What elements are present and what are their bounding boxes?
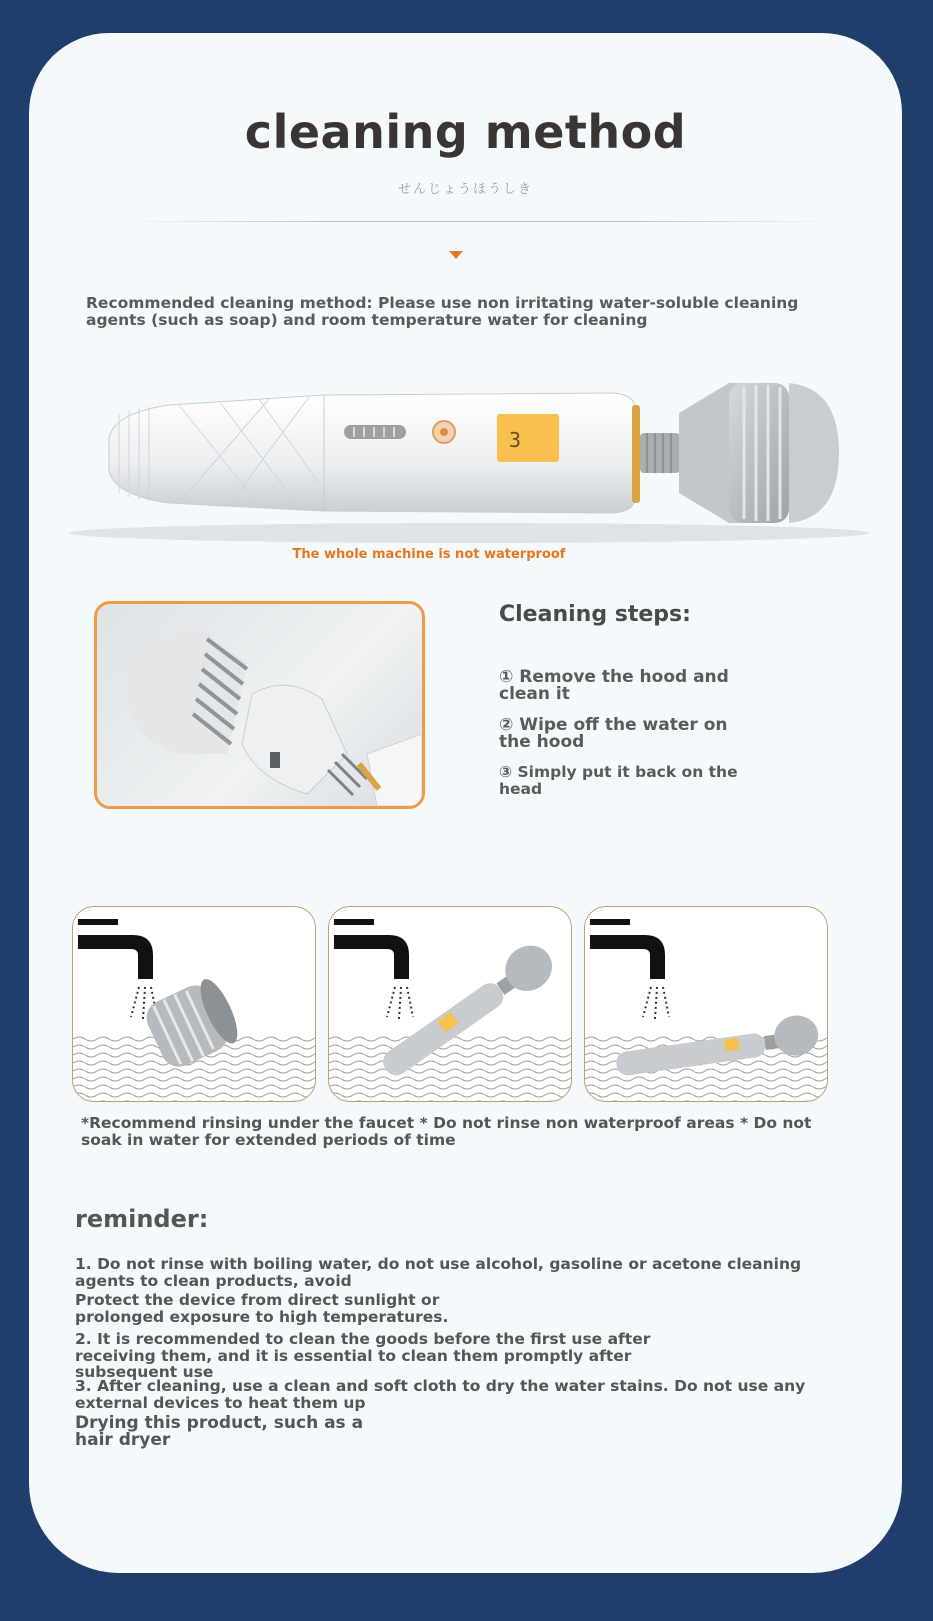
rinse-panel-horizontal (584, 906, 828, 1102)
hood-removal-photo (94, 601, 425, 809)
reminder-item-3b: Drying this product, such as a hair dryer (75, 1413, 364, 1450)
title-divider (119, 221, 839, 222)
steps-title: Cleaning steps: (499, 602, 691, 627)
waterproof-note: The whole machine is not waterproof (292, 547, 566, 562)
intro-text: Recommended cleaning method: Please use non irritating water-soluble cleaning agents (such as soap) and room temperature water for cleaning (86, 294, 799, 329)
hero-display-digit: 3 (509, 428, 522, 452)
step-2: ② Wipe off the water on the hood (499, 715, 728, 752)
reminder-item-3: 3. After cleaning, use a clean and soft cloth to dry the water stains. Do not use any external devices to heat them up (75, 1377, 806, 1412)
step-1: ① Remove the hood and clean it (499, 667, 729, 704)
reminder-title: reminder: (75, 1205, 209, 1233)
wand-illustration (29, 343, 902, 553)
rinse-panel-wand (328, 906, 572, 1102)
reminder-item-2: 2. It is recommended to clean the goods before the first use after receiving them, and it is essential to clean them promptly after subsequent use (75, 1330, 651, 1381)
reminder-item-1b: Protect the device from direct sunlight or prolonged exposure to high temperatures. (75, 1291, 449, 1326)
reminder-item-1: 1. Do not rinse with boiling water, do not use alcohol, gasoline or acetone cleaning agents to clean products, avoid (75, 1255, 802, 1290)
rinse-note: *Recommend rinsing under the faucet * Do not rinse non waterproof areas * Do not soak in water for extended periods of time (81, 1114, 812, 1149)
page-title: cleaning method (244, 105, 687, 159)
step-3: ③ Simply put it back on the head (499, 763, 738, 798)
page-subtitle: せんじょうほうしき (397, 182, 533, 197)
rinse-panel-hood (72, 906, 316, 1102)
down-triangle-icon (449, 251, 463, 259)
content-card (29, 33, 902, 1573)
